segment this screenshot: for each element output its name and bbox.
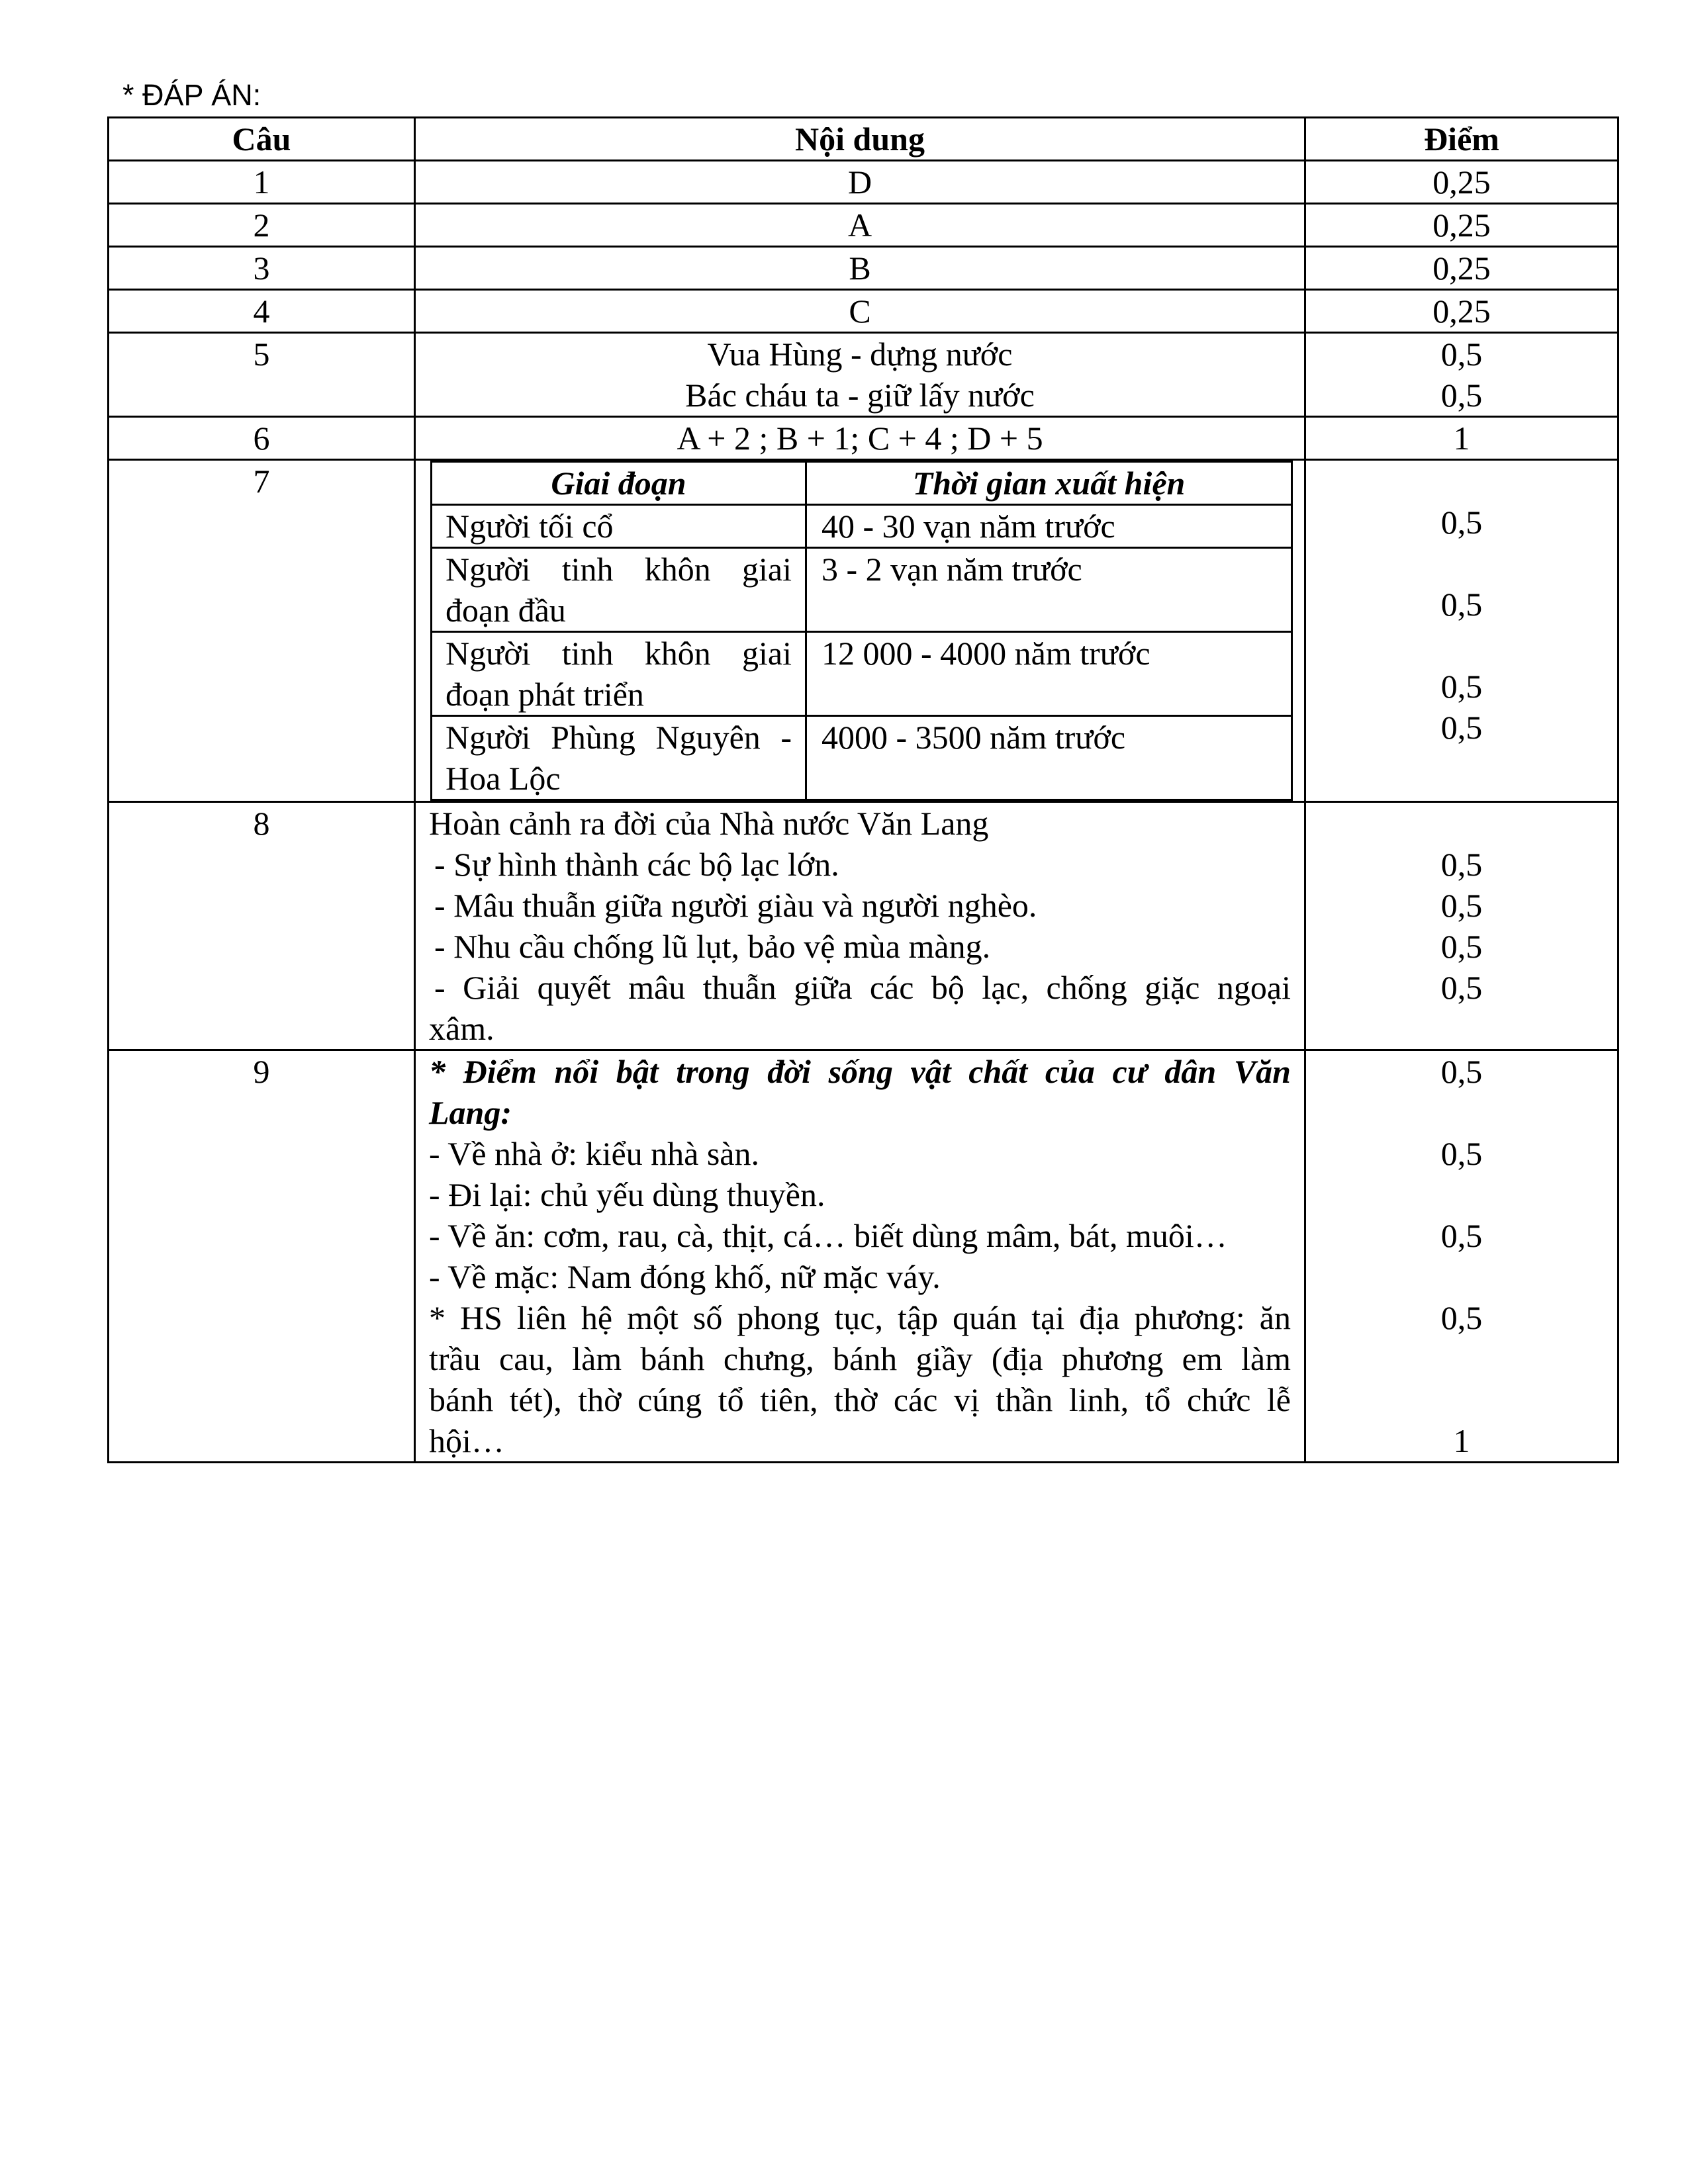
stage-table (430, 461, 1293, 801)
stage-name (432, 716, 806, 800)
points-value: 1 (1453, 1422, 1470, 1459)
answer-points (1305, 802, 1618, 1050)
answer-line: - Về ăn: cơm, rau, cà, thịt, cá… biết dùng mâm, bát, muôi… (429, 1217, 1227, 1254)
answer-heading: * ĐÁP ÁN: (122, 78, 261, 112)
answer-line: - Sự hình thành các bộ lạc lớn. (434, 846, 839, 883)
answer-line: * HS liên hệ một số phong tục, tập quán tại địa phương: ăn (429, 1299, 1291, 1336)
answer-content (415, 460, 1305, 802)
table-row (109, 247, 1618, 290)
stage-row (432, 632, 1292, 716)
question-number: 1 (109, 161, 415, 204)
answer-points (1305, 333, 1618, 417)
points-value: 0,5 (1440, 586, 1483, 623)
answer-content (415, 802, 1305, 1050)
stage-time: 12 000 - 4000 năm trước (806, 632, 1292, 716)
stage-name-line: Người Phùng Nguyên - (445, 719, 792, 756)
stage-name-line: Người tinh khôn giai (445, 551, 792, 588)
stage-name-line: Hoa Lộc (445, 760, 561, 797)
answer-line: Vua Hùng - dựng nước (707, 336, 1013, 373)
answer-content (415, 333, 1305, 417)
table-row (109, 290, 1618, 333)
table-row (109, 333, 1618, 417)
stage-time: 4000 - 3500 năm trước (806, 716, 1292, 800)
stage-name-line: đoạn phát triển (445, 676, 644, 713)
answer-line: - Mâu thuẫn giữa người giàu và người nghèo. (434, 887, 1037, 924)
stage-table-header (432, 462, 1292, 505)
answer-content: B (415, 247, 1305, 290)
answer-line: - Đi lại: chủ yếu dùng thuyền. (429, 1176, 825, 1213)
time-header: Thời gian xuất hiện (806, 462, 1292, 505)
answer-points: 0,25 (1305, 290, 1618, 333)
answer-line: Hoàn cảnh ra đời của Nhà nước Văn Lang (429, 805, 989, 842)
answer-content (415, 1050, 1305, 1463)
stage-time: 40 - 30 vạn năm trước (806, 505, 1292, 548)
question-number: 4 (109, 290, 415, 333)
answer-line: Bác cháu ta - giữ lấy nước (685, 377, 1035, 414)
stage-name: Người tối cổ (432, 505, 806, 548)
question-number: 6 (109, 417, 415, 460)
column-header-points: Điểm (1305, 118, 1618, 161)
points-value: 0,5 (1440, 336, 1483, 373)
points-value: 0,5 (1440, 969, 1483, 1006)
points-value: 0,5 (1440, 504, 1483, 541)
answer-line: - Giải quyết mâu thuẫn giữa các bộ lạc, chống giặc ngoại (434, 969, 1291, 1006)
answer-line: - Về nhà ở: kiểu nhà sàn. (429, 1135, 759, 1172)
answer-points: 0,25 (1305, 204, 1618, 247)
points-value: 0,5 (1440, 709, 1483, 746)
points-value: 0,5 (1440, 1135, 1483, 1172)
table-header-row (109, 118, 1618, 161)
stage-time: 3 - 2 vạn năm trước (806, 548, 1292, 632)
answer-line: xâm. (429, 1010, 494, 1047)
answer-line: hội… (429, 1422, 504, 1459)
table-row (109, 802, 1618, 1050)
points-value: 0,5 (1440, 1299, 1483, 1336)
table-row (109, 460, 1618, 802)
answer-points: 0,25 (1305, 161, 1618, 204)
stage-name-line: Người tinh khôn giai (445, 635, 792, 672)
table-row (109, 417, 1618, 460)
answer-content: A + 2 ; B + 1; C + 4 ; D + 5 (415, 417, 1305, 460)
table-row (109, 204, 1618, 247)
question-number: 8 (109, 802, 415, 1050)
answer-line: * Điểm nổi bật trong đời sống vật chất của cư dân Văn (429, 1053, 1291, 1090)
answer-line: - Nhu cầu chống lũ lụt, bảo vệ mùa màng. (434, 928, 991, 965)
question-number: 5 (109, 333, 415, 417)
points-value: 0,5 (1440, 1217, 1483, 1254)
stage-row (432, 548, 1292, 632)
answer-content: C (415, 290, 1305, 333)
stage-header: Giai đoạn (432, 462, 806, 505)
answer-table (107, 116, 1619, 1463)
answer-points (1305, 1050, 1618, 1463)
points-value: 0,5 (1440, 668, 1483, 705)
answer-points: 0,25 (1305, 247, 1618, 290)
column-header-content: Nội dung (415, 118, 1305, 161)
column-header-question: Câu (109, 118, 415, 161)
points-value: 0,5 (1440, 1053, 1483, 1090)
question-number: 9 (109, 1050, 415, 1463)
stage-row (432, 716, 1292, 800)
table-row (109, 161, 1618, 204)
question-number: 7 (109, 460, 415, 802)
points-value: 0,5 (1440, 928, 1483, 965)
answer-line: Lang: (429, 1094, 512, 1131)
points-value: 0,5 (1440, 846, 1483, 883)
stage-name-line: đoạn đầu (445, 592, 566, 629)
points-value: 0,5 (1440, 887, 1483, 924)
answer-line: - Về mặc: Nam đóng khố, nữ mặc váy. (429, 1258, 941, 1295)
points-value: 0,5 (1440, 377, 1483, 414)
answer-points (1305, 460, 1618, 802)
answer-content: D (415, 161, 1305, 204)
stage-name (432, 548, 806, 632)
stage-name (432, 632, 806, 716)
table-row (109, 1050, 1618, 1463)
answer-line: bánh tét), thờ cúng tổ tiên, thờ các vị thần linh, tổ chức lễ (429, 1381, 1291, 1418)
question-number: 2 (109, 204, 415, 247)
answer-points: 1 (1305, 417, 1618, 460)
answer-content: A (415, 204, 1305, 247)
stage-row (432, 505, 1292, 548)
question-number: 3 (109, 247, 415, 290)
answer-line: trầu cau, làm bánh chưng, bánh giầy (địa phương em làm (429, 1340, 1291, 1377)
